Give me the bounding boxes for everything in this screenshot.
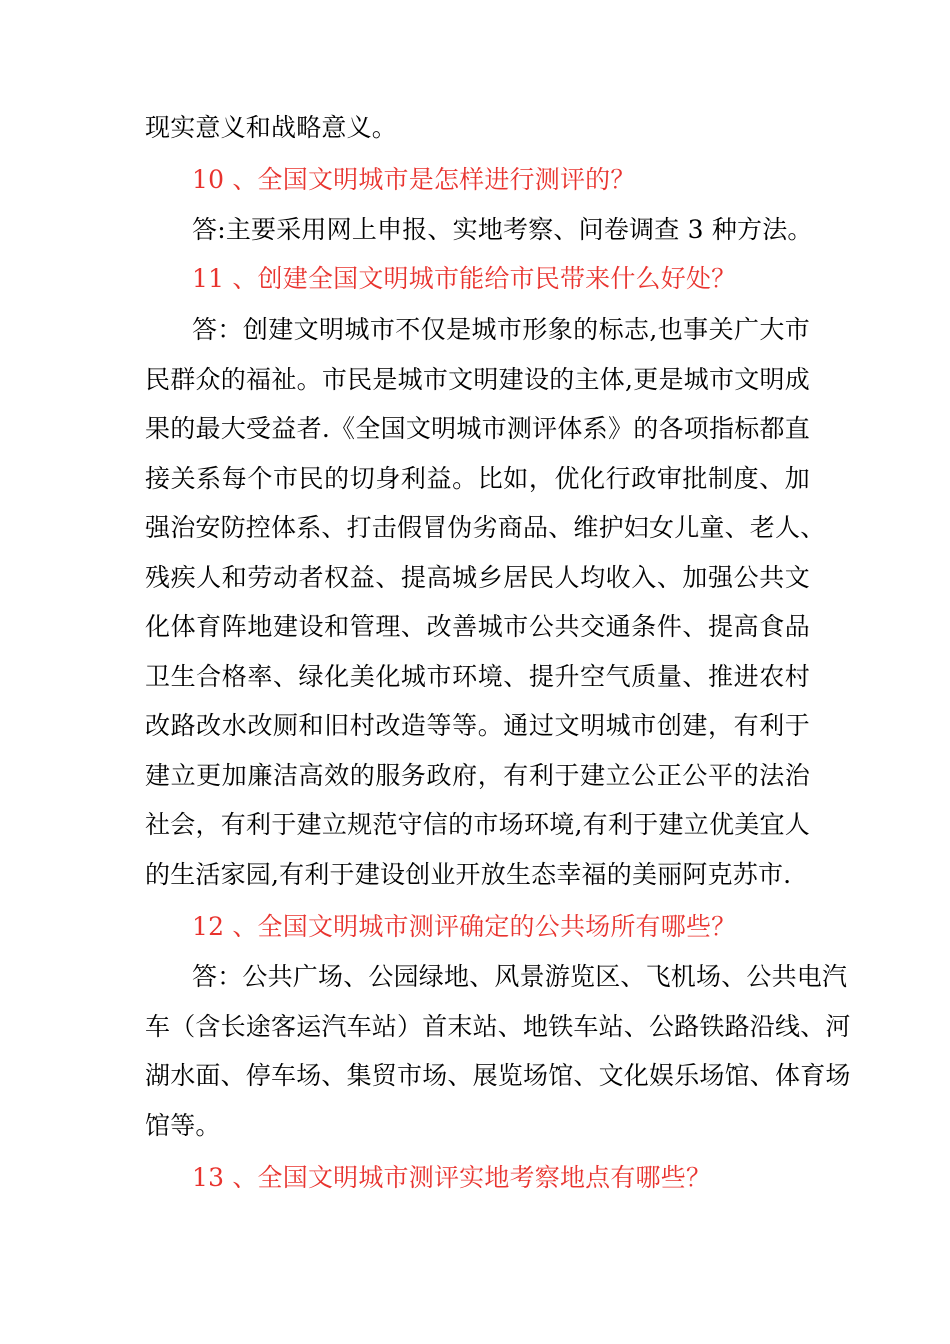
answer-11-line: 民群众的福祉。市民是城市文明建设的主体,更是城市文明成 [145, 365, 810, 394]
question-13: 13 、全国文明城市测评实地考察地点有哪些？ [192, 1163, 712, 1192]
answer-12-line: 答：公共广场、公园绿地、风景游览区、飞机场、公共电汽 [192, 962, 848, 991]
answer-11-line: 残疾人和劳动者权益、提高城乡居民人均收入、加强公共文 [145, 563, 810, 592]
answer-11-line: 改路改水改厕和旧村改造等等。通过文明城市创建，有利于 [145, 711, 810, 740]
answer-11-line: 卫生合格率、绿化美化城市环境、提升空气质量、推进农村 [145, 662, 810, 691]
answer-11-line: 建立更加廉洁高效的服务政府，有利于建立公正公平的法治 [145, 761, 810, 790]
answer-12-line: 馆等。 [145, 1111, 221, 1140]
question-12: 12 、全国文明城市测评确定的公共场所有哪些？ [192, 912, 737, 941]
answer-11-line: 答：创建文明城市不仅是城市形象的标志,也事关广大市 [192, 315, 810, 344]
answer-11-line: 强治安防控体系、打击假冒伪劣商品、维护妇女儿童、老人、 [145, 513, 826, 542]
answer-11-line: 接关系每个市民的切身利益。比如，优化行政审批制度、加 [145, 464, 810, 493]
answer-11-line: 果的最大受益者.《全国文明城市测评体系》的各项指标都直 [145, 414, 810, 443]
answer-11-line: 化体育阵地建设和管理、改善城市公共交通条件、提高食品 [145, 612, 810, 641]
answer-12-line: 车（含长途客运汽车站）首末站、地铁车站、公路铁路沿线、河 [145, 1012, 851, 1041]
text-line: 现实意义和战略意义。 [145, 113, 398, 142]
answer-11-line: 的生活家园,有利于建设创业开放生态幸福的美丽阿克苏市. [145, 860, 792, 889]
question-11: 11 、创建全国文明城市能给市民带来什么好处？ [192, 264, 737, 293]
answer-11-line: 社会，有利于建立规范守信的市场环境,有利于建立优美宜人 [145, 810, 810, 839]
answer-10: 答:主要采用网上申报、实地考察、问卷调查 3 种方法。 [192, 215, 813, 244]
question-10: 10 、全国文明城市是怎样进行测评的？ [192, 165, 636, 194]
answer-12-line: 湖水面、停车场、集贸市场、展览场馆、文化娱乐场馆、体育场 [145, 1061, 851, 1090]
